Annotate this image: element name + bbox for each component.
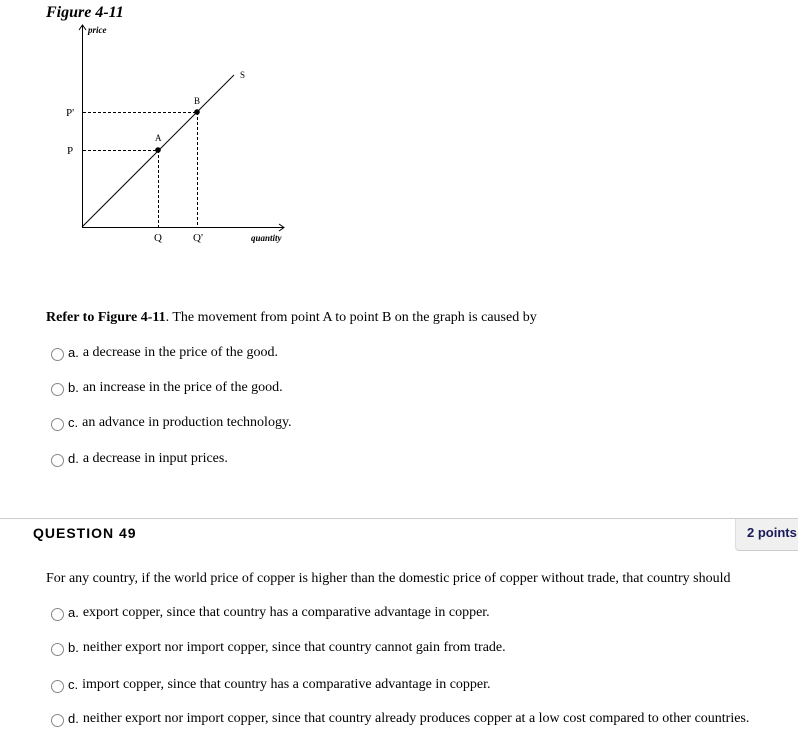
figure-title: Figure 4-11: [46, 4, 124, 21]
x-axis-label: quantity: [251, 233, 282, 243]
point-b-label: B: [194, 96, 201, 106]
option-text: an increase in the price of the good.: [82, 379, 283, 395]
question-49-header: QUESTION 49: [33, 525, 137, 541]
radio-button[interactable]: [51, 608, 64, 621]
option-letter: d.: [68, 451, 79, 466]
option-text: import copper, since that country has a comparative advantage in copper.: [82, 676, 491, 692]
q48-option-a[interactable]: [51, 344, 278, 361]
radio-button[interactable]: [51, 383, 64, 396]
radio-button[interactable]: [51, 348, 64, 361]
option-letter: a.: [68, 345, 79, 360]
radio-button[interactable]: [51, 680, 64, 693]
q49-option-c[interactable]: [51, 676, 491, 693]
q49-option-d[interactable]: [51, 710, 749, 727]
radio-button[interactable]: [51, 643, 64, 656]
point-a: [155, 147, 161, 153]
option-letter: a.: [68, 605, 79, 620]
supply-graph: [0, 0, 320, 250]
curve-label: S: [240, 70, 246, 80]
q48-option-c[interactable]: [51, 414, 292, 431]
option-text: a decrease in input prices.: [82, 450, 228, 466]
radio-button[interactable]: [51, 454, 64, 467]
option-letter: d.: [68, 711, 79, 726]
option-text: neither export nor import copper, since that country cannot gain from trade.: [82, 639, 506, 655]
option-text: neither export nor import copper, since that country already produces copper at a low cost compared to other countries.: [82, 710, 750, 726]
q-prime-label: Q': [193, 232, 203, 244]
figure-reference: Refer to Figure 4-11: [46, 310, 166, 325]
radio-button[interactable]: [51, 418, 64, 431]
prompt-text: . The movement from point A to point B on the graph is caused by: [165, 310, 537, 325]
option-letter: c.: [68, 415, 79, 430]
question-49-prompt: For any country, if the world price of copper is higher than the domestic price of copper without trade, that country should: [46, 571, 731, 586]
q48-option-b[interactable]: [51, 379, 283, 396]
option-text: export copper, since that country has a comparative advantage in copper.: [82, 604, 490, 620]
option-text: an advance in production technology.: [82, 414, 292, 430]
question-48-prompt: [46, 310, 537, 326]
q48-option-d[interactable]: [51, 450, 228, 467]
question-divider: [0, 518, 798, 519]
p-prime-label: P': [66, 107, 75, 119]
point-a-label: A: [155, 133, 162, 143]
option-letter: b.: [68, 640, 79, 655]
y-axis-label: price: [88, 25, 107, 35]
point-b: [194, 109, 200, 115]
q49-option-a[interactable]: [51, 604, 490, 621]
radio-button[interactable]: [51, 714, 64, 727]
option-letter: b.: [68, 380, 79, 395]
option-letter: c.: [68, 677, 79, 692]
points-badge: 2 points: [735, 519, 798, 551]
q49-option-b[interactable]: [51, 639, 506, 656]
option-text: a decrease in the price of the good.: [82, 344, 278, 360]
q-label: Q: [154, 232, 162, 244]
p-label: P: [67, 145, 74, 157]
